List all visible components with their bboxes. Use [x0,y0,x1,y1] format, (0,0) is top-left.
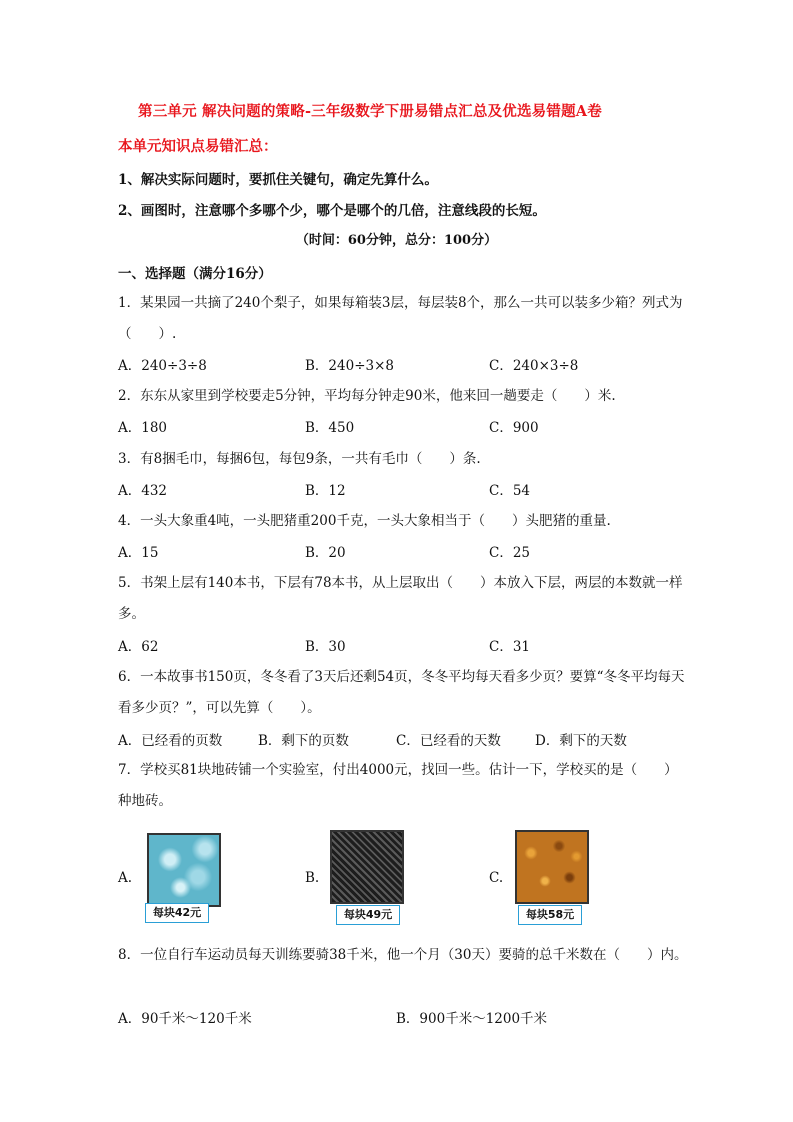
q5-option-b[interactable]: B．30 [305,639,346,655]
q8-option-a[interactable]: A．90千米～120千米 [118,1011,252,1027]
q1-option-c[interactable]: C．240×3÷8 [489,358,579,374]
q3-option-b[interactable]: B．12 [305,483,346,499]
q1-option-b[interactable]: B．240÷3×8 [305,358,394,374]
price-label-c: 每块58元 [518,905,582,925]
q7-option-a[interactable]: A. [118,870,133,886]
tip-2: 2、画图时，注意哪个多哪个少，哪个是哪个的几倍，注意线段的长短。 [118,203,546,219]
section-heading: 一、选择题（满分16分） [118,266,272,282]
q6-option-b[interactable]: B．剩下的页数 [258,733,349,749]
blue-tile-swatch [147,833,221,907]
q8-option-b[interactable]: B．900千米～1200千米 [396,1011,548,1027]
question-4: 4．一头大象重4吨，一头肥猪重200千克，一头大象相当于（ ）头肥猪的重量. [118,513,611,529]
question-3: 3．有8捆毛巾，每捆6包，每包9条，一共有毛巾（ ）条. [118,451,481,467]
q2-option-a[interactable]: A．180 [118,420,168,436]
question-8: 8．一位自行车运动员每天训练要骑38千米，他一个月（30天）要骑的总千米数在（ ）内。 [118,947,688,963]
price-label-b: 每块49元 [336,905,400,925]
question-2: 2．东东从家里到学校要走5分钟，平均每分钟走90米，他来回一趟要走（ ）米. [118,388,616,404]
q5-option-a[interactable]: A．62 [118,639,159,655]
page-title: 第三单元 解决问题的策略-三年级数学下册易错点汇总及优选易错题A卷 [138,103,602,120]
question-1: 1．某果园一共摘了240个梨子，如果每箱装3层，每层装8个，那么一共可以装多少箱？列式为（ ）. [118,295,683,342]
q7-option-c[interactable]: C. [489,870,504,886]
q6-option-c[interactable]: C．已经看的天数 [396,733,501,749]
q3-option-a[interactable]: A．432 [118,483,168,499]
question-5: 5．书架上层有140本书，下层有78本书，从上层取出（ ）本放入下层，两层的本数就一样多。 [118,575,683,622]
dark-weave-tile-swatch [330,830,404,904]
tile-image-a [147,833,221,907]
price-label-a: 每块42元 [145,903,209,923]
q3-option-c[interactable]: C．54 [489,483,531,499]
question-7: 7．学校买81块地砖铺一个实验室，付出4000元，找回一些。估计一下，学校买的是（ ）种地砖。 [118,762,678,809]
error-summary-heading: 本单元知识点易错汇总： [118,138,278,155]
tip-1: 1、解决实际问题时，要抓住关键句，确定先算什么。 [118,172,438,188]
q6-option-a[interactable]: A．已经看的页数 [118,733,223,749]
tile-image-b [330,830,404,904]
q2-option-b[interactable]: B．450 [305,420,355,436]
tile-image-c [515,830,589,904]
q4-option-a[interactable]: A．15 [118,545,159,561]
q1-option-a[interactable]: A．240÷3÷8 [118,358,207,374]
q6-option-d[interactable]: D．剩下的天数 [535,733,627,749]
q4-option-c[interactable]: C．25 [489,545,531,561]
q5-option-c[interactable]: C．31 [489,639,531,655]
q4-option-b[interactable]: B．20 [305,545,346,561]
orange-granite-tile-swatch [515,830,589,904]
q7-option-b[interactable]: B. [305,870,320,886]
q2-option-c[interactable]: C．900 [489,420,539,436]
time-and-score: （时间：60分钟，总分：100分） [295,233,498,248]
question-6: 6．一本故事书150页，冬冬看了3天后还剩54页，冬冬平均每天看多少页？要算“冬冬平均每天看多少页？”，可以先算（ ）。 [118,669,685,716]
